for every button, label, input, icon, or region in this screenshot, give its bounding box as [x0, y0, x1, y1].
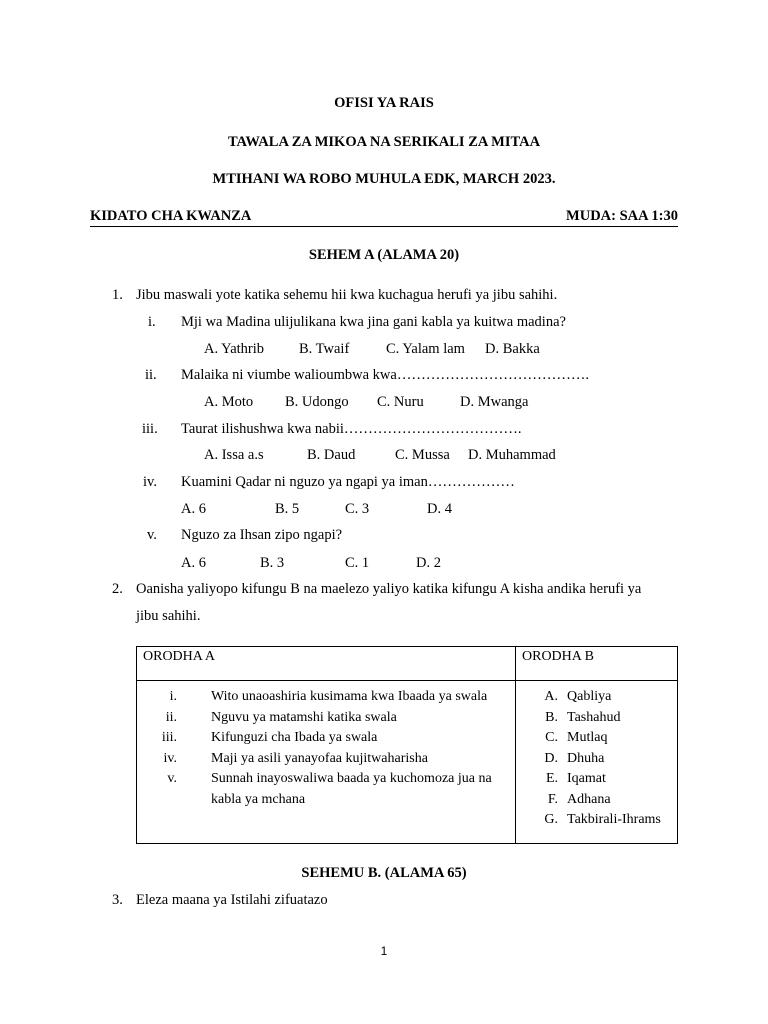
q3-text: Eleza maana ya Istilahi zifuatazo	[136, 892, 328, 908]
option: C. 3	[345, 501, 370, 517]
q1-text: Jibu maswali yote katika sehemu hii kwa kuchagua herufi ya jibu sahihi.	[136, 287, 558, 303]
list-b-item: F. Adhana	[547, 791, 611, 807]
list-b-item: G. Takbirali-Ihrams	[544, 812, 661, 827]
list-a-item: ii. Nguvu ya matamshi katika swala	[165, 709, 397, 725]
q3-number: 3.	[112, 892, 123, 908]
list-b-item: C. Mutlaq	[545, 730, 608, 745]
option: A. 6	[181, 501, 206, 517]
list-b-item: A. Qabliya	[544, 689, 612, 704]
section-b-title: SEHEMU B. (ALAMA 65)	[301, 865, 467, 881]
option: D. Bakka	[485, 341, 540, 357]
list-a-cell	[137, 681, 516, 844]
header-divider	[90, 226, 678, 227]
table-header-a: ORODHA A	[137, 647, 516, 681]
table-header-b: ORODHA B	[516, 647, 678, 681]
list-a-item: iii. Kifunguzi cha Ibada ya swala	[161, 730, 378, 745]
option: D. Muhammad	[468, 447, 556, 463]
option: B. 3	[260, 555, 285, 571]
q1-item-num: ii.	[145, 367, 157, 383]
q1-item-text: Taurat ilishushwa kwa nabii……………………………….	[181, 421, 522, 437]
q1-item-num: i.	[148, 314, 156, 330]
time-label: MUDA: SAA 1:30	[566, 208, 678, 224]
q1-item-text: Malaika ni viumbe walioumbwa kwa………………………………….	[181, 367, 589, 383]
q1-item-num: iv.	[143, 474, 157, 490]
header-authority: TAWALA ZA MIKOA NA SERIKALI ZA MITAA	[227, 134, 541, 150]
option: D. Mwanga	[460, 394, 529, 410]
option: C. 1	[345, 555, 370, 571]
option: C. Mussa	[395, 447, 450, 463]
list-b-item: D. Dhuha	[544, 750, 605, 766]
option: B. Twaif	[299, 341, 350, 357]
list-b-cell	[516, 681, 678, 844]
q2-text-line2: jibu sahihi.	[136, 608, 201, 624]
class-label: KIDATO CHA KWANZA	[90, 208, 252, 224]
q1-item-text: Kuamini Qadar ni nguzo ya ngapi ya iman………………	[181, 474, 515, 490]
list-a-item: iv. Maji ya asili yanayofaa kujitwaharisha	[163, 750, 428, 766]
list-a-item: i. Wito unaoashiria kusimama kwa Ibaada ya swala	[169, 689, 488, 704]
option: C. Yalam lam	[386, 341, 465, 357]
q1-item-text: Nguzo za Ihsan zipo ngapi?	[181, 527, 343, 543]
header-office: OFISI YA RAIS	[334, 95, 434, 111]
q1-item-text: Mji wa Madina ulijulikana kwa jina gani kabla ya kuitwa madina?	[181, 314, 566, 330]
q2-text-line1: Oanisha yaliyopo kifungu B na maelezo yaliyo katika kifungu A kisha andika herufi ya	[136, 581, 642, 597]
header-exam-title: MTIHANI WA ROBO MUHULA EDK, MARCH 2023.	[212, 171, 556, 187]
q1-number: 1.	[112, 287, 123, 303]
list-b-item: E. Iqamat	[545, 771, 606, 786]
q1-item-num: v.	[147, 527, 157, 543]
section-a-title: SEHEM A (ALAMA 20)	[308, 247, 460, 263]
list-a-item: v. Sunnah inayoswaliwa baada ya kuchomoza jua na kabla ya mchana	[167, 771, 492, 807]
option: A. 6	[181, 555, 206, 571]
option: A. Moto	[204, 394, 254, 410]
q2-number: 2.	[112, 581, 123, 597]
matching-table	[136, 646, 678, 844]
option: D. 4	[427, 501, 452, 517]
list-b-item: B. Tashahud	[545, 709, 621, 725]
option: A. Yathrib	[204, 341, 265, 357]
option: C. Nuru	[377, 394, 424, 410]
option: A. Issa a.s	[204, 447, 264, 463]
page-number: 1	[380, 944, 388, 958]
option: B. Daud	[307, 447, 356, 463]
option: D. 2	[416, 555, 441, 571]
option: B. Udongo	[285, 394, 349, 410]
q1-item-num: iii.	[142, 421, 158, 437]
option: B. 5	[275, 501, 300, 517]
